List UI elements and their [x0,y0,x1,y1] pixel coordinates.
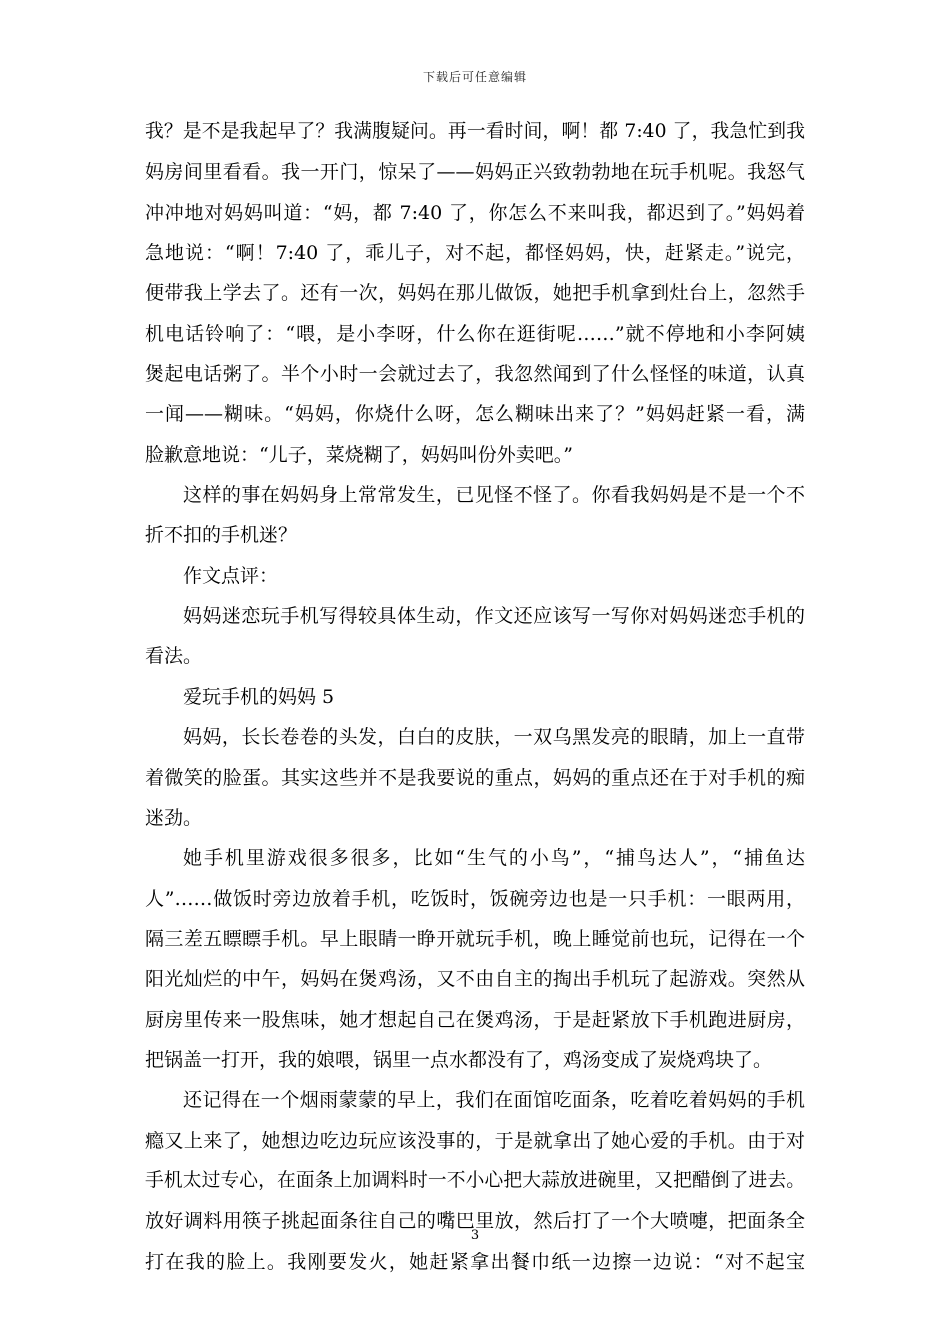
text-line: 迷劲。 [145,806,203,829]
text-line: 厨房里传来一股焦味，她才想起自己在煲鸡汤，于是赶紧放下手机跑进厨房， [145,1008,805,1031]
text-line: 妈妈，长长卷卷的头发，白白的皮肤，一双乌黑发亮的眼睛，加上一直带 [183,726,805,749]
text-line: 放好调料用筷子挑起面条往自己的嘴巴里放，然后打了一个大喷嚏，把面条全 [145,1210,805,1233]
text-line: 瘾又上来了，她想边吃边玩应该没事的，于是就拿出了她心爱的手机。由于对 [145,1129,805,1152]
text-line: 妈妈迷恋玩手机写得较具体生动，作文还应该写一写你对妈妈迷恋手机的 [183,605,805,628]
text-line: 脸歉意地说：“儿子，菜烧糊了，妈妈叫份外卖吧。” [145,443,573,466]
text-line: 急地说：“啊！7:40 了，乖儿子，对不起，都怪妈妈，快，赶紧走。”说完， [145,242,805,265]
paragraph [145,677,805,717]
text-line: 打在我的脸上。我刚要发火，她赶紧拿出餐巾纸一边擦一边说：“对不起宝 [145,1250,805,1273]
paragraph [145,838,805,1080]
comment-heading: 作文点评： [183,564,279,587]
text-line: 折不扣的手机迷？ [145,524,298,547]
text-line: 看法。 [145,645,203,668]
text-line: 妈房间里看看。我一开门，惊呆了——妈妈正兴致勃勃地在玩手机呢。我怒气 [145,161,805,184]
paragraph [145,717,805,838]
text-line: 一闻——糊味。“妈妈，你烧什么呀，怎么糊味出来了？”妈妈赶紧一看，满 [145,403,805,426]
page-number: 3 [470,1228,480,1243]
text-line: 煲起电话粥了。半个小时一会就过去了，我忽然闻到了什么怪怪的味道，认真 [145,363,805,386]
paragraph [145,556,805,596]
text-line: 她手机里游戏很多很多，比如“生气的小鸟”，“捕鸟达人”，“捕鱼达 [183,847,805,870]
paragraph [145,1080,805,1282]
essay-title: 爱玩手机的妈妈 5 [183,685,335,708]
paragraph [145,596,805,677]
text-line: 着微笑的脸蛋。其实这些并不是我要说的重点，妈妈的重点还在于对手机的痴 [145,766,805,789]
text-line: 便带我上学去了。还有一次，妈妈在那儿做饭，她把手机拿到灶台上，忽然手 [145,282,805,305]
document-body [145,112,805,1282]
text-line: 冲冲地对妈妈叫道：“妈，都 7:40 了，你怎么不来叫我，都迟到了。”妈妈着 [145,201,805,224]
page-header: 下载后可任意编辑 [422,70,527,84]
text-line: 机电话铃响了：“喂，是小李呀，什么你在逛街呢……”就不停地和小李阿姨 [145,322,805,345]
text-line: 手机太过专心，在面条上加调料时一不小心把大蒜放进碗里，又把醋倒了进去。 [145,1169,805,1191]
text-line: 隔三差五瞟瞟手机。早上眼睛一睁开就玩手机，晚上睡觉前也玩，记得在一个 [145,927,805,950]
text-line: 这样的事在妈妈身上常常发生，已见怪不怪了。你看我妈妈是不是一个不 [183,484,805,507]
text-line: 把锅盖一打开，我的娘喂，锅里一点水都没有了，鸡汤变成了炭烧鸡块了。 [145,1048,773,1071]
paragraph [145,112,805,475]
text-line: 还记得在一个烟雨蒙蒙的早上，我们在面馆吃面条，吃着吃着妈妈的手机 [183,1089,805,1112]
text-line: 人”……做饭时旁边放着手机，吃饭时，饭碗旁边也是一只手机：一眼两用， [145,887,805,910]
paragraph [145,475,805,556]
text-line: 阳光灿烂的中午，妈妈在煲鸡汤，又不由自主的掏出手机玩了起游戏。突然从 [145,968,805,991]
text-line: 我？是不是我起早了？我满腹疑问。再一看时间，啊！都 7:40 了，我急忙到我 [145,121,805,142]
